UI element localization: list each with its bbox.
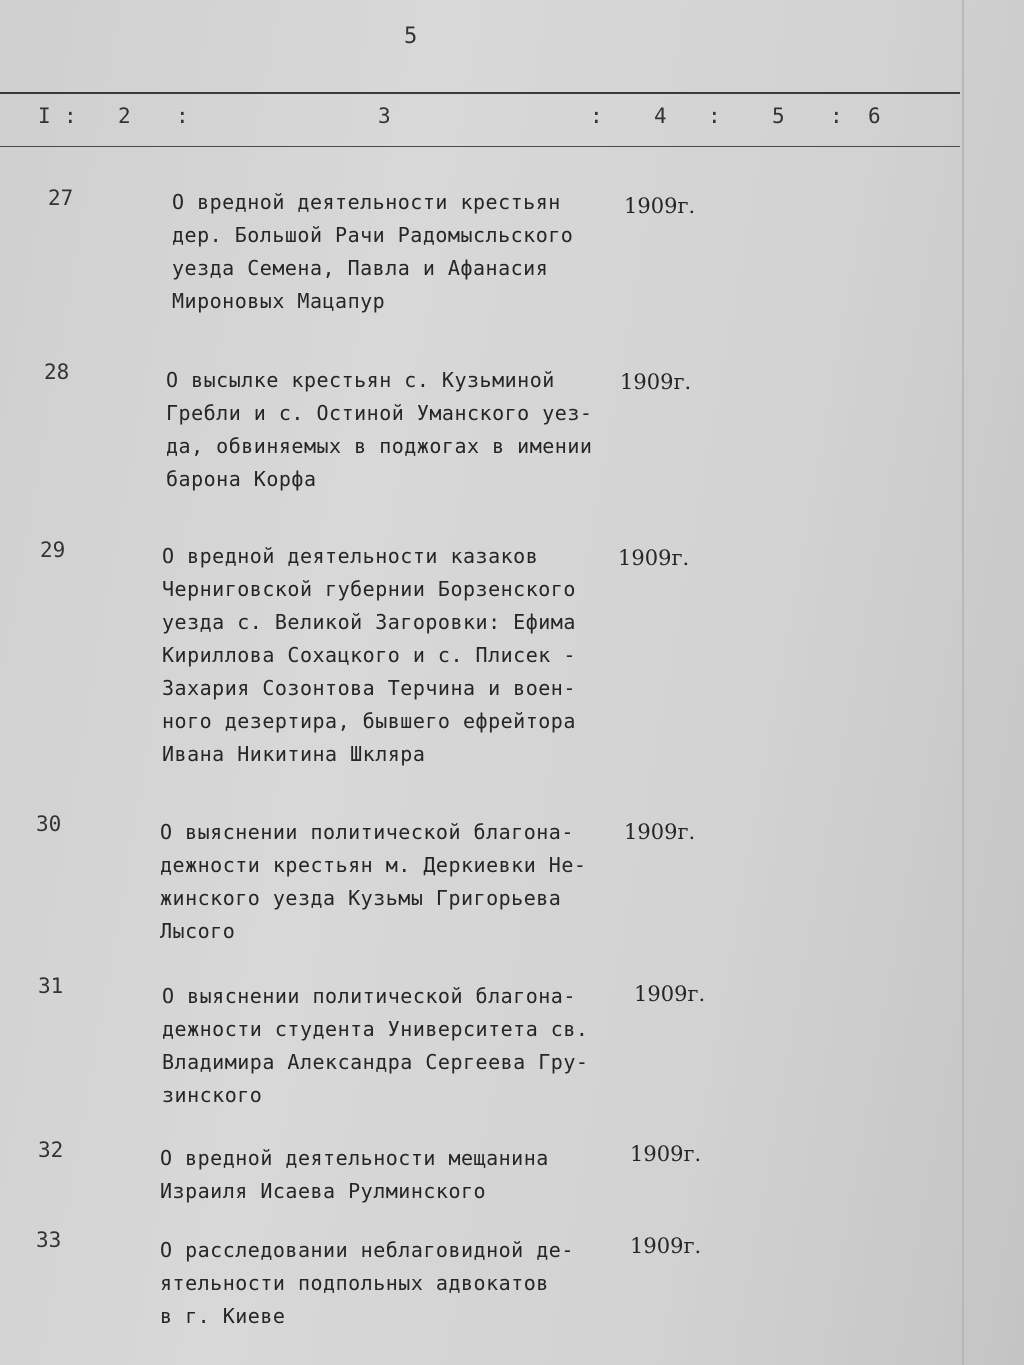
column-header-row <box>0 104 960 138</box>
column-separator: : <box>64 104 77 128</box>
entry-description: О вредной деятельности крестьян дер. Большой Рачи Радомысльского уезда Семена, Павла и Афанасия Мироновых Мацапур <box>172 190 574 313</box>
entry-description: О высылке крестьян с. Кузьминой Гребли и с. Остиной Уманского уез- да, обвиняемых в поджогах в имении барона Корфа <box>166 368 593 491</box>
entry-number: 33 <box>36 1228 62 1252</box>
column-separator: : <box>590 104 603 128</box>
entry-description: О выяснении политической благона- дежности крестьян м. Деркиевки Не- жинского уезда Кузьмы Григорьева Лысого <box>160 820 587 943</box>
entry-year: 1909г. <box>624 194 696 218</box>
entry-year: 1909г. <box>630 1234 702 1258</box>
entry-year: 1909г. <box>618 546 690 570</box>
entry-number: 31 <box>38 974 64 998</box>
entry-description: О вредной деятельности казаков Черниговской губернии Борзенского уезда с. Великой Загоровки: Ефима Кириллова Сохацкого и с. Плисек - Захария Созонтова Терчина и воен- ного дезертира, бывшего ефрейтора Ивана Никитина Шкляра <box>162 544 576 766</box>
column-header-4: 4 <box>654 104 667 128</box>
entry-number: 28 <box>44 360 70 384</box>
entry-year: 1909г. <box>620 370 692 394</box>
column-separator: : <box>176 104 189 128</box>
entry-year: 1909г. <box>634 982 706 1006</box>
entry-number: 32 <box>38 1138 64 1162</box>
entry-number: 29 <box>40 538 66 562</box>
column-separator: : <box>708 104 721 128</box>
column-header-3: 3 <box>378 104 391 128</box>
entry-description: О вредной деятельности мещанина Израиля Исаева Рулминского <box>160 1146 549 1203</box>
page-number: 5 <box>404 24 418 49</box>
sheet-edge <box>962 0 964 1365</box>
header-rule-top <box>0 92 960 94</box>
entry-description: О выяснении политической благона- дежности студента Университета св. Владимира Александра Сергеева Гру- зинского <box>162 984 589 1107</box>
entry-number: 30 <box>36 812 62 836</box>
column-separator: : <box>830 104 843 128</box>
entry-year: 1909г. <box>624 820 696 844</box>
column-header-1: I <box>38 104 51 128</box>
column-header-6: 6 <box>868 104 881 128</box>
entry-year: 1909г. <box>630 1142 702 1166</box>
entry-description: О расследовании неблаговидной де- ятельности подпольных адвокатов в г. Киеве <box>160 1238 574 1328</box>
column-header-2: 2 <box>118 104 131 128</box>
column-header-5: 5 <box>772 104 785 128</box>
entry-number: 27 <box>48 186 74 210</box>
header-rule-bottom <box>0 146 960 147</box>
